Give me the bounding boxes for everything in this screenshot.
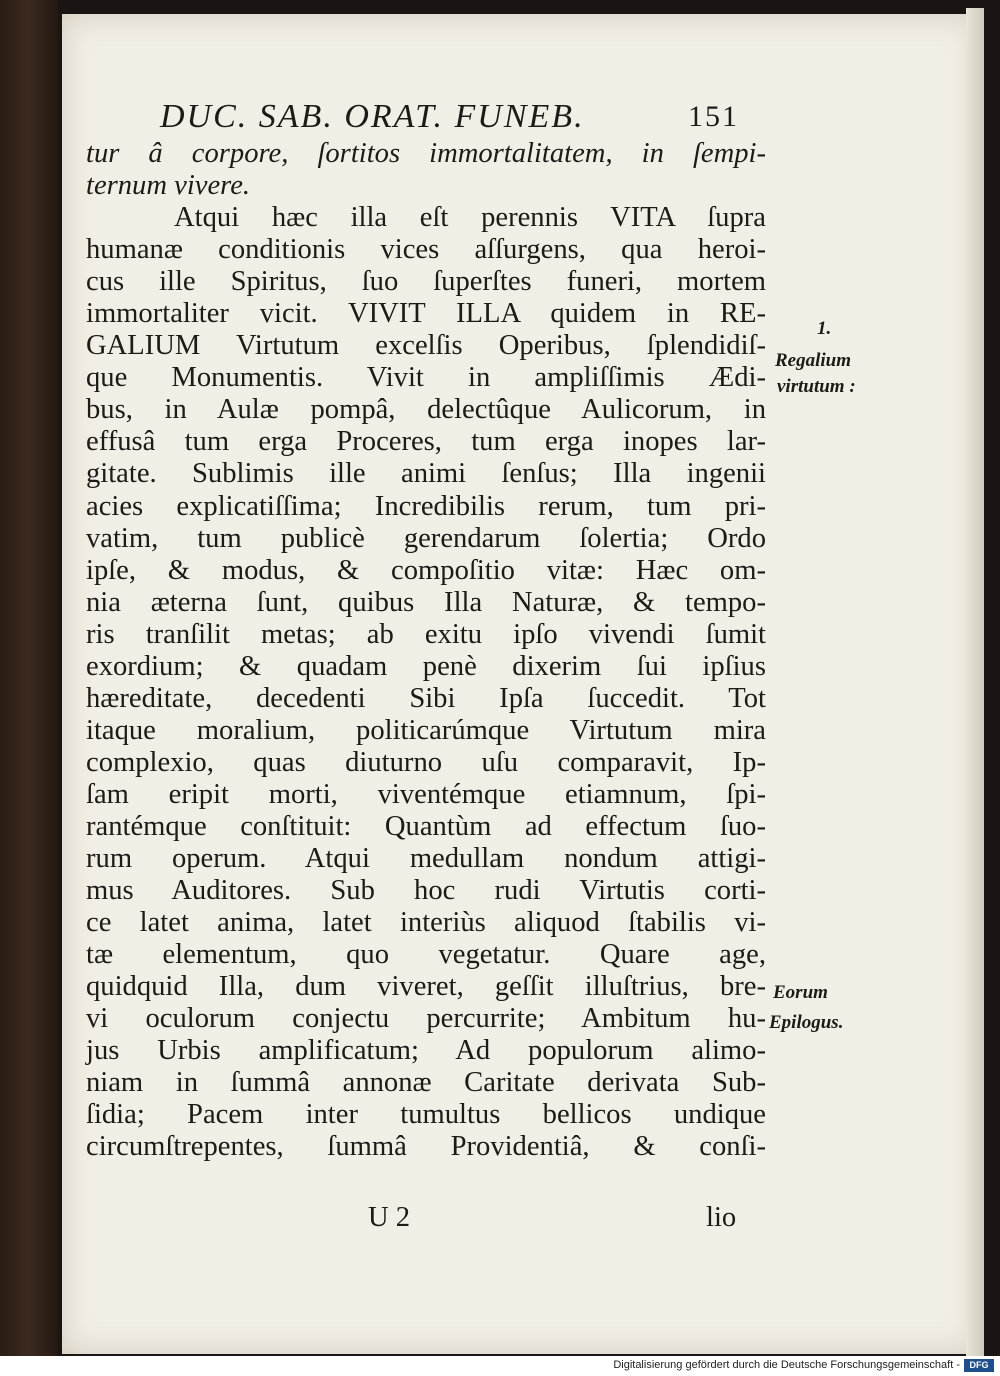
text-line: complexio, quas diuturno uſu comparavit, Ip-	[86, 746, 766, 778]
text-line: mus Auditores. Sub hoc rudi Virtutis corti-	[86, 875, 766, 907]
dfg-logo: DFG	[964, 1359, 994, 1372]
text-line: hæreditate, decedenti Sibi Ipſa ſuccedit. Tot	[86, 682, 766, 714]
text-line: nia æterna ſunt, quibus Illa Naturæ, & tempo-	[86, 586, 766, 618]
text-line: bus, in Aulæ pompâ, delectûque Aulicorum, in	[86, 394, 766, 426]
running-title: DUC. SAB. ORAT. FUNEB.	[160, 98, 585, 135]
running-header	[160, 98, 740, 142]
text-line: effusâ tum erga Proceres, tum erga inopes lar-	[86, 426, 766, 458]
text-line: vi oculorum conjectu percurrite; Ambitum hu-	[86, 1003, 766, 1035]
text-line: rum operum. Atqui medullam nondum attigi-	[86, 843, 766, 875]
marginal-note-eorum: Eorum	[773, 982, 828, 1003]
text-line: tur â corpore, ſortitos immortalitatem, in ſempi-	[86, 138, 766, 169]
text-line: niam in ſummâ annonæ Caritate derivata Sub-	[86, 1067, 766, 1099]
text-line: exordium; & quadam penè dixerim ſui ipſius	[86, 650, 766, 682]
text-line: immortaliter vicit. VIVIT ILLA quidem in RE-	[86, 298, 766, 330]
text-line: ce latet anima, latet interiùs aliquod ſtabilis vi-	[86, 907, 766, 939]
text-line: GALIUM Virtutum excelſis Operibus, ſplendidiſ-	[86, 330, 766, 362]
credit-text: Digitalisierung gefördert durch die Deutsche Forschungsgemeinschaft -	[613, 1359, 960, 1371]
marginal-note-virtutum: virtutum :	[777, 376, 856, 397]
marginal-note-number: 1.	[817, 318, 832, 339]
book-binding	[0, 0, 58, 1356]
text-line: circumſtrepentes, ſummâ Providentiâ, & conſi-	[86, 1131, 766, 1163]
text-line: ſam eripit morti, viventémque etiamnum, ſpi-	[86, 778, 766, 810]
body-text	[86, 138, 766, 1164]
text-line: tæ elementum, quo vegetatur. Quare age,	[86, 939, 766, 971]
text-line: rantémque conſtituit: Quantùm ad effectum ſuo-	[86, 810, 766, 842]
marginal-note-epilogus: Epilogus.	[769, 1012, 844, 1033]
text-line: itaque moralium, politicarúmque Virtutum mira	[86, 714, 766, 746]
text-line: acies explicatiſſima; Incredibilis rerum, tum pri-	[86, 490, 766, 522]
page-number: 151	[688, 100, 739, 133]
page-edge	[966, 8, 984, 1358]
text-line: quidquid Illa, dum viveret, geſſit illuſtrius, bre-	[86, 971, 766, 1003]
text-line: ſidia; Pacem inter tumultus bellicos undique	[86, 1099, 766, 1131]
text-line: jus Urbis amplificatum; Ad populorum alimo-	[86, 1035, 766, 1067]
text-line: cus ille Spiritus, ſuo ſuperſtes funeri, mortem	[86, 266, 766, 298]
text-line: que Monumentis. Vivit in ampliſſimis Ædi-	[86, 362, 766, 394]
catchword: lio	[706, 1202, 737, 1233]
text-line: ipſe, & modus, & compoſitio vitæ: Hæc om-	[86, 554, 766, 586]
text-line: gitate. Sublimis ille animi ſenſus; Illa ingenii	[86, 458, 766, 490]
text-line: Atqui hæc illa eſt perennis VITA ſupra	[174, 202, 766, 234]
text-line: ternum vivere.	[86, 170, 251, 202]
text-line: humanæ conditionis vices aſſurgens, qua heroi-	[86, 234, 766, 266]
text-line: vatim, tum publicè gerendarum ſolertia; Ordo	[86, 522, 766, 554]
text-line: ris tranſilit metas; ab exitu ipſo vivendi ſumit	[86, 618, 766, 650]
marginal-note-regalium: Regalium	[775, 350, 852, 371]
signature-mark: U 2	[368, 1202, 411, 1233]
